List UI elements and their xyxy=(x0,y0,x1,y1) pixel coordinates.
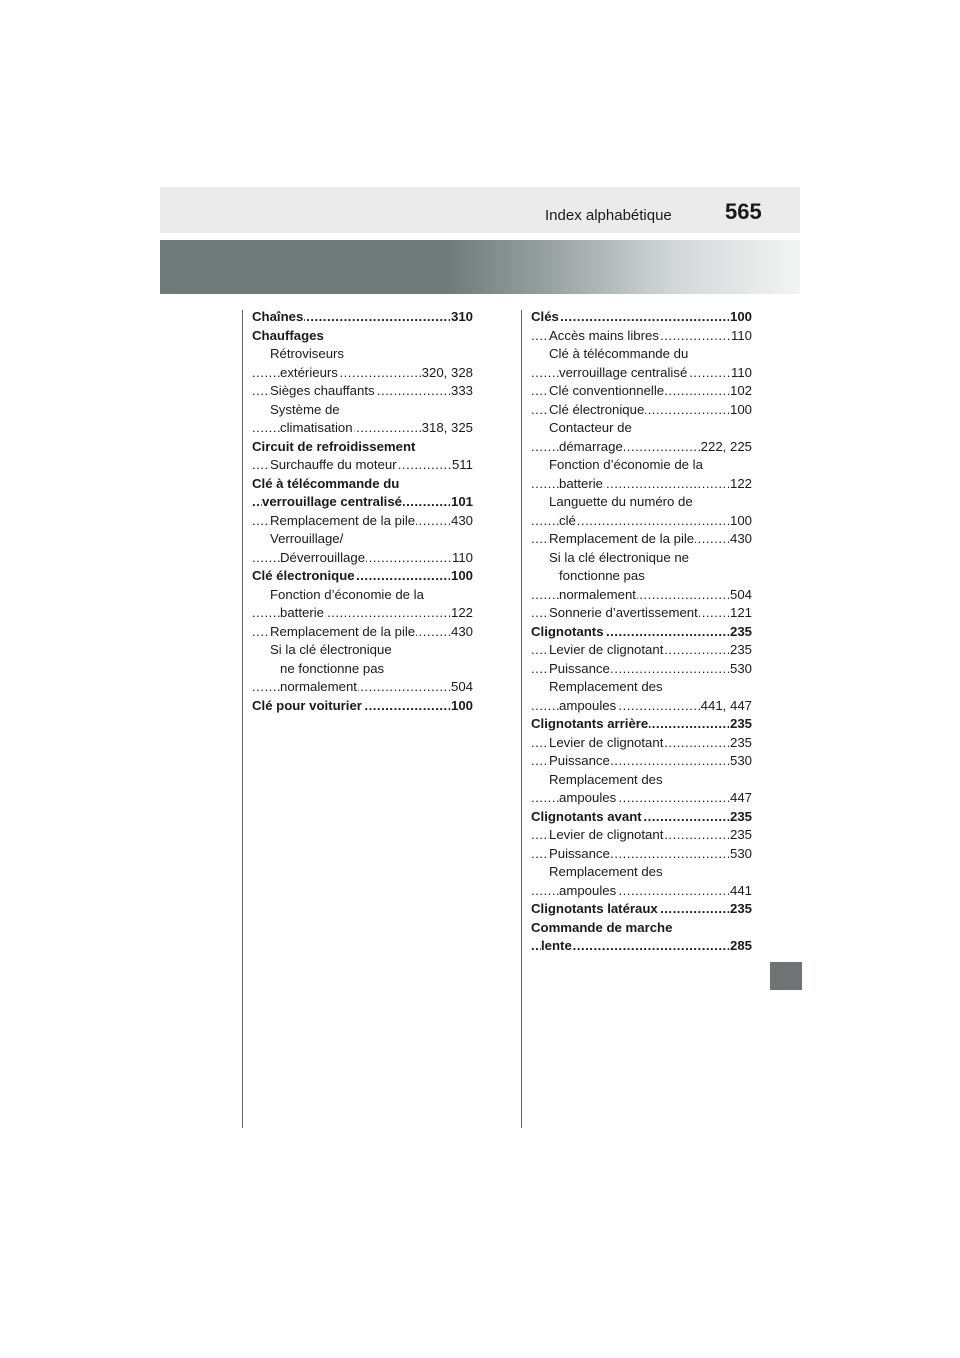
index-entry xyxy=(531,419,752,438)
index-entry-text: Clignotants avant xyxy=(531,808,642,824)
index-entry-text: Clignotants xyxy=(531,623,604,639)
index-entry xyxy=(252,567,473,586)
index-entry-text: Rétroviseurs xyxy=(270,346,345,361)
index-entry-text: Puissance xyxy=(549,660,610,676)
index-entry xyxy=(531,493,752,512)
index-entry xyxy=(531,734,752,753)
index-entry-page: 285 xyxy=(729,937,752,956)
index-entry xyxy=(531,512,752,531)
index-entry-text: Languette du numéro de xyxy=(549,494,693,509)
index-entry xyxy=(531,364,752,383)
index-entry-page: 235 xyxy=(729,641,752,660)
index-entry xyxy=(531,438,752,457)
index-entry-text: ne fonctionne pas xyxy=(280,660,385,676)
index-entry xyxy=(252,660,473,679)
index-entry xyxy=(252,641,473,660)
index-entry-page: 235 xyxy=(729,900,752,919)
index-entry xyxy=(531,771,752,790)
index-entry-text: Levier de clignotant xyxy=(549,734,664,750)
index-entry xyxy=(531,678,752,697)
index-entry xyxy=(531,456,752,475)
index-entry-page: 530 xyxy=(729,752,752,771)
index-entry-text: Puissance xyxy=(549,845,610,861)
index-entry xyxy=(252,549,473,568)
index-entry-text: ampoules xyxy=(559,882,617,898)
index-entry-text: clé xyxy=(559,512,576,528)
index-entry-text: verrouillage centralisé xyxy=(262,494,403,509)
index-entry-text: climatisation xyxy=(280,420,353,435)
index-entry-text: Remplacement des xyxy=(549,864,663,879)
index-entry-text: ampoules xyxy=(559,790,617,805)
index-entry-page: 447 xyxy=(729,789,752,808)
index-entry-page: 235 xyxy=(729,623,752,642)
index-entry xyxy=(531,845,752,864)
index-entry-page: 235 xyxy=(729,826,752,845)
index-entry xyxy=(252,512,473,531)
index-entry-text: Clé à télécommande du xyxy=(549,346,689,361)
index-entry-page: 441, 447 xyxy=(700,697,752,716)
index-entry xyxy=(531,919,752,938)
index-entry xyxy=(531,882,752,901)
column-divider-left xyxy=(242,310,243,1128)
index-entry-page: 235 xyxy=(729,734,752,753)
index-entry xyxy=(531,697,752,716)
index-entry-page: 530 xyxy=(729,660,752,679)
index-entry xyxy=(252,438,473,457)
index-entry-text: Circuit de refroidissement xyxy=(252,438,416,454)
index-entry-text: batterie xyxy=(280,605,324,620)
index-entry xyxy=(531,863,752,882)
index-entry-text: Clignotants arrière xyxy=(531,716,649,731)
index-entry-page: 430 xyxy=(450,512,473,531)
index-entry-text: Clé pour voiturier xyxy=(252,697,362,713)
index-entry-text: démarrage xyxy=(559,438,623,454)
index-entry-text: Clés xyxy=(531,309,559,324)
index-entry xyxy=(531,401,752,420)
index-entry-text: Surchauffe du moteur xyxy=(270,457,397,472)
index-entry-text: Levier de clignotant xyxy=(549,642,664,657)
index-entry xyxy=(252,623,473,642)
index-entry-text: Clé électronique xyxy=(252,568,355,583)
index-entry-page: 504 xyxy=(729,586,752,605)
index-entry xyxy=(531,789,752,808)
index-entry-page: 430 xyxy=(450,623,473,642)
index-entry-text: normalement xyxy=(559,586,636,602)
index-entry-text: Chaînes xyxy=(252,309,304,324)
index-entry xyxy=(531,641,752,660)
decorative-gradient-band xyxy=(160,240,800,294)
index-entry-text: Clé électronique xyxy=(549,401,645,417)
index-entry-text: Remplacement des xyxy=(549,679,663,694)
index-entry xyxy=(252,493,473,512)
index-entry xyxy=(531,715,752,734)
index-entry xyxy=(531,327,752,346)
index-entry-page: 235 xyxy=(729,715,752,734)
index-entry xyxy=(531,808,752,827)
index-entry xyxy=(252,401,473,420)
index-entry xyxy=(252,345,473,364)
index-entry-text: Verrouillage/ xyxy=(270,531,344,546)
index-entry-text: Clé conventionnelle xyxy=(549,383,665,398)
index-entry-page: 122 xyxy=(450,604,473,623)
index-entry xyxy=(531,308,752,327)
index-entry-text: Remplacement des xyxy=(549,771,663,787)
index-entry-page: 320, 328 xyxy=(421,364,473,383)
index-entry-page: 441 xyxy=(729,882,752,901)
index-entry xyxy=(531,604,752,623)
index-entry-text: Contacteur de xyxy=(549,420,632,435)
index-entry xyxy=(252,456,473,475)
index-entry-page: 100 xyxy=(729,308,752,327)
header-bar xyxy=(160,187,800,233)
index-entry-page: 318, 325 xyxy=(421,419,473,438)
index-entry xyxy=(531,530,752,549)
column-divider-middle xyxy=(521,310,522,1128)
index-entry-text: Remplacement de la pile xyxy=(270,623,416,639)
index-entry xyxy=(531,567,752,586)
index-entry xyxy=(252,678,473,697)
index-entry-text: Sonnerie d’avertissement xyxy=(549,605,698,620)
index-entry xyxy=(531,826,752,845)
index-entry xyxy=(252,697,473,716)
index-entry-text: Système de xyxy=(270,401,340,417)
index-entry-page: 100 xyxy=(729,512,752,531)
index-entry xyxy=(531,623,752,642)
index-entry-text: batterie xyxy=(559,475,603,491)
index-entry-page: 110 xyxy=(451,549,473,568)
index-entry-text: Chauffages xyxy=(252,327,324,343)
index-entry-page: 121 xyxy=(729,604,752,623)
index-entry-page: 122 xyxy=(729,475,752,494)
index-entry-page: 100 xyxy=(450,697,473,716)
index-entry-page: 110 xyxy=(730,327,752,346)
index-entry-text: fonctionne pas xyxy=(559,568,645,583)
index-entry-page: 333 xyxy=(450,382,473,401)
index-entry-text: Levier de clignotant xyxy=(549,827,664,842)
index-entry xyxy=(531,900,752,919)
index-entry-page: 235 xyxy=(729,808,752,827)
page-number: 565 xyxy=(725,199,762,224)
chapter-thumb-tab xyxy=(770,962,802,990)
index-entry xyxy=(531,475,752,494)
index-column-left xyxy=(252,308,473,715)
index-entry xyxy=(531,549,752,568)
section-title: Index alphabétique xyxy=(545,207,672,224)
index-entry-text: Fonction d’économie de la xyxy=(270,586,424,602)
index-entry-text: Fonction d’économie de la xyxy=(549,457,703,472)
index-entry xyxy=(252,604,473,623)
index-entry-text: Clé à télécommande du xyxy=(252,475,400,491)
index-entry-text: Remplacement de la pile xyxy=(270,512,416,528)
index-entry xyxy=(252,530,473,549)
index-column-right xyxy=(531,308,752,956)
index-entry-text: normalement xyxy=(280,679,357,694)
index-entry-text: Sièges chauffants xyxy=(270,383,375,398)
index-entry-page: 110 xyxy=(730,364,752,383)
index-entry-page: 511 xyxy=(451,456,473,475)
index-entry-text: Commande de marche xyxy=(531,919,673,935)
index-entry-page: 101 xyxy=(450,493,473,512)
index-entry xyxy=(252,327,473,346)
index-entry-text: Si la clé électronique ne xyxy=(549,549,690,565)
index-entry xyxy=(531,382,752,401)
index-entry xyxy=(252,308,473,327)
index-entry xyxy=(252,419,473,438)
index-entry xyxy=(252,586,473,605)
index-entry-text: Accès mains libres xyxy=(549,327,659,343)
index-entry xyxy=(531,937,752,956)
index-entry xyxy=(531,586,752,605)
index-entry-text: Si la clé électronique xyxy=(270,642,392,657)
index-entry xyxy=(252,382,473,401)
index-entry xyxy=(252,475,473,494)
index-entry-text: Déverrouillage xyxy=(280,549,366,565)
index-entry-text: extérieurs xyxy=(280,364,338,380)
index-entry-page: 310 xyxy=(450,308,473,327)
index-entry-text: Remplacement de la pile xyxy=(549,531,695,546)
index-entry-text: lente xyxy=(541,938,572,953)
index-entry-text: Puissance xyxy=(549,753,610,768)
index-entry-text: verrouillage centralisé xyxy=(559,364,688,380)
index-entry-page: 100 xyxy=(450,567,473,586)
index-entry-text: ampoules xyxy=(559,697,617,713)
index-entry-page: 530 xyxy=(729,845,752,864)
index-entry-page: 102 xyxy=(729,382,752,401)
index-entry-text: Clignotants latéraux xyxy=(531,901,658,916)
index-entry-page: 430 xyxy=(729,530,752,549)
index-entry-page: 504 xyxy=(450,678,473,697)
index-entry-page: 222, 225 xyxy=(700,438,752,457)
index-entry xyxy=(531,752,752,771)
index-entry-page: 100 xyxy=(729,401,752,420)
index-entry xyxy=(252,364,473,383)
index-entry xyxy=(531,345,752,364)
index-entry xyxy=(531,660,752,679)
